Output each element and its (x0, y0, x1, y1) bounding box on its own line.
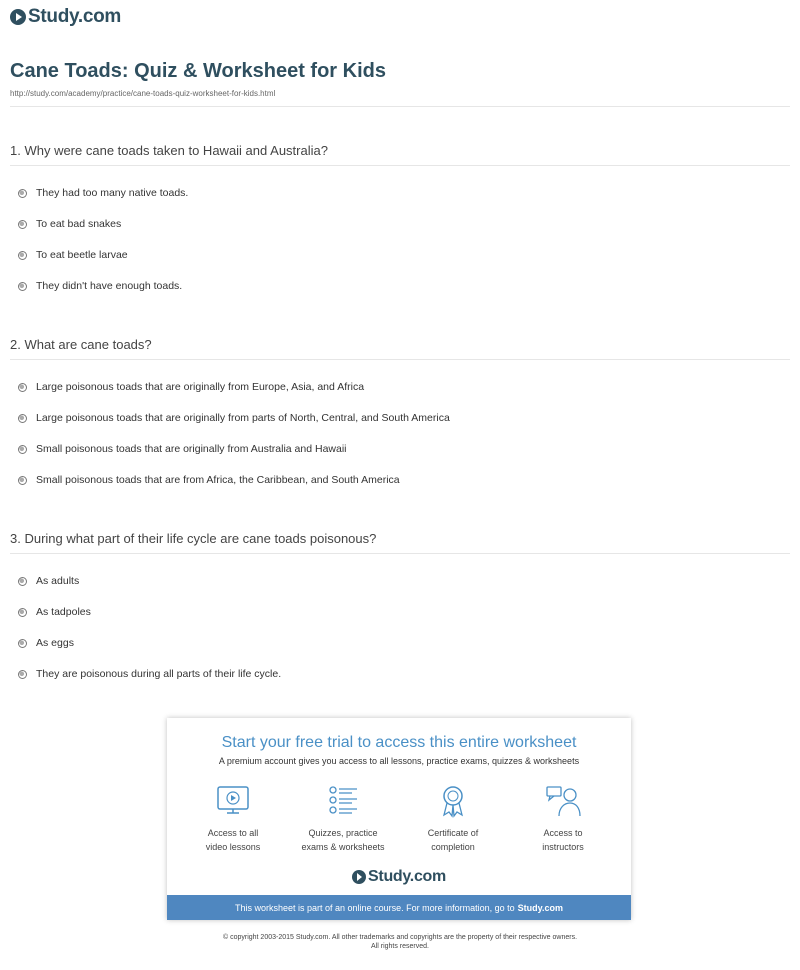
answer-option[interactable] (18, 443, 347, 455)
answer-label: Large poisonous toads that are originally from parts of North, Central, and South America (36, 412, 450, 424)
certificate-icon (435, 784, 471, 818)
divider (10, 165, 790, 166)
promo-logo[interactable] (167, 868, 631, 886)
video-lesson-icon (215, 784, 251, 818)
answer-label: To eat beetle larvae (36, 249, 128, 261)
promo-logo-text: Study.com (368, 868, 446, 885)
play-icon (352, 870, 366, 884)
radio-icon[interactable] (18, 220, 27, 229)
divider (10, 359, 790, 360)
answer-option[interactable] (18, 637, 74, 649)
question-1: 1. Why were cane toads taken to Hawaii and Australia? (10, 143, 328, 158)
promo-bar-text: This worksheet is part of an online course. For more information, go to (235, 902, 515, 913)
answer-label: Small poisonous toads that are from Africa, the Caribbean, and South America (36, 474, 400, 486)
study-logo[interactable] (10, 6, 121, 28)
feature-label: Access to all video lessons (205, 828, 261, 852)
answer-option[interactable] (18, 381, 364, 393)
quiz-list-icon (325, 784, 361, 818)
answer-option[interactable] (18, 575, 79, 587)
answer-option[interactable] (18, 187, 188, 199)
answer-label: As adults (36, 575, 80, 587)
answer-option[interactable] (18, 218, 121, 230)
page-title: Cane Toads: Quiz & Worksheet for Kids (10, 60, 386, 82)
radio-icon[interactable] (18, 251, 27, 260)
feature-quizzes (285, 784, 401, 854)
radio-icon[interactable] (18, 577, 27, 586)
promo-info-bar (167, 895, 631, 920)
study-link[interactable]: Study.com (517, 902, 563, 913)
answer-option[interactable] (18, 249, 128, 261)
feature-label: Certificate of completion (427, 828, 479, 852)
promo-subheadline: A premium account gives you access to all lessons, practice exams, quizzes & worksheets (218, 756, 580, 766)
promo-headline[interactable]: Start your free trial to access this entire worksheet (221, 734, 577, 751)
instructor-icon (545, 784, 581, 818)
radio-icon[interactable] (18, 282, 27, 291)
answer-option[interactable] (18, 412, 450, 424)
answer-label: Large poisonous toads that are originally from Europe, Asia, and Africa (36, 381, 365, 393)
divider (10, 553, 790, 554)
copyright-line: © copyright 2003-2015 Study.com. All other trademarks and copyrights are the property of their respective owners. (222, 934, 578, 941)
answer-label: As tadpoles (36, 606, 91, 618)
radio-icon[interactable] (18, 189, 27, 198)
answer-option[interactable] (18, 606, 91, 618)
feature-label: Quizzes, practice exams & worksheets (301, 828, 385, 852)
question-2: 2. What are cane toads? (10, 337, 152, 352)
radio-icon[interactable] (18, 670, 27, 679)
answer-label: To eat bad snakes (36, 218, 122, 230)
answer-option[interactable] (18, 280, 182, 292)
radio-icon[interactable] (18, 383, 27, 392)
feature-instructors (505, 784, 621, 854)
answer-option[interactable] (18, 474, 400, 486)
radio-icon[interactable] (18, 608, 27, 617)
radio-icon[interactable] (18, 445, 27, 454)
feature-certificate (395, 784, 511, 854)
feature-video-lessons (175, 784, 291, 854)
logo-text: Study.com (28, 6, 122, 27)
question-3: 3. During what part of their life cycle are cane toads poisonous? (10, 531, 377, 546)
answer-label: They had too many native toads. (36, 187, 189, 199)
radio-icon[interactable] (18, 639, 27, 648)
answer-label: Small poisonous toads that are originally from Australia and Hawaii (36, 443, 347, 455)
copyright-footer (0, 933, 800, 951)
divider (10, 106, 790, 107)
answer-label: They didn't have enough toads. (36, 280, 183, 292)
answer-option[interactable] (18, 668, 281, 680)
answer-label: They are poisonous during all parts of their life cycle. (36, 668, 282, 680)
answer-label: As eggs (36, 637, 74, 649)
feature-label: Access to instructors (542, 828, 584, 852)
radio-icon[interactable] (18, 476, 27, 485)
page-url[interactable]: http://study.com/academy/practice/cane-toads-quiz-worksheet-for-kids.html (10, 89, 276, 98)
play-icon (10, 9, 26, 25)
premium-promo (167, 718, 631, 920)
rights-line: All rights reserved. (371, 943, 429, 950)
radio-icon[interactable] (18, 414, 27, 423)
